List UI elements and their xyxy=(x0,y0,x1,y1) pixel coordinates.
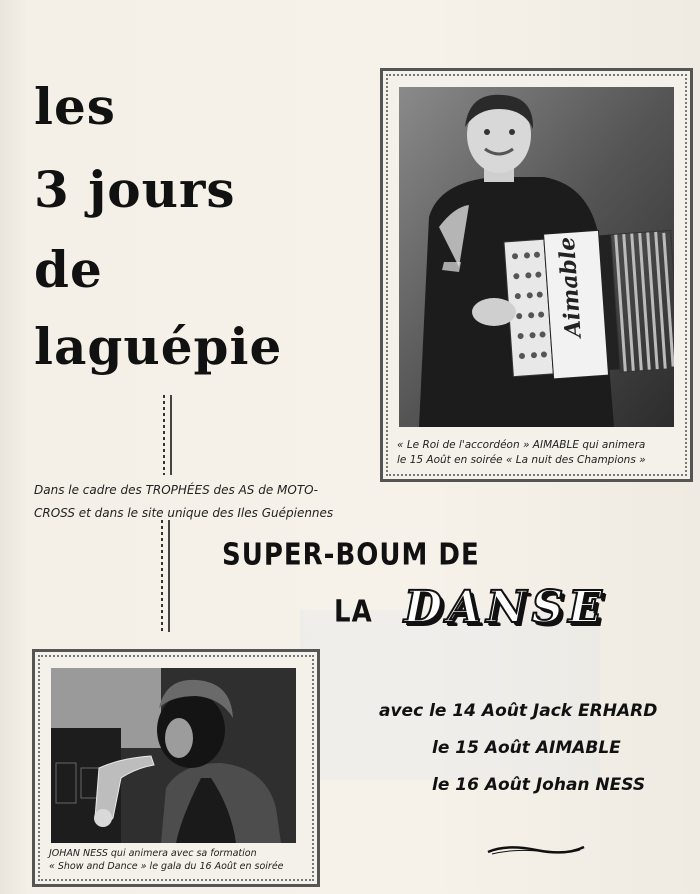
vertical-rule-mid-b xyxy=(168,520,170,632)
intro-line-1: Dans le cadre des TROPHÉES des AS de MOTO- xyxy=(34,483,318,497)
ness-caption-line-1: JOHAN NESS qui animera avec sa formation xyxy=(49,848,257,859)
title-line-4: laguépie xyxy=(34,317,283,376)
aimable-photo-frame xyxy=(380,68,693,482)
accordion-brand: Aimable xyxy=(553,235,587,339)
headline-la: LA xyxy=(334,595,373,630)
aimable-photo xyxy=(399,87,674,427)
aimable-caption-line-1: « Le Roi de l'accordéon » AIMABLE qui animera xyxy=(397,439,646,451)
title-line-1: les xyxy=(34,77,116,136)
decorative-flourish xyxy=(486,842,586,858)
title-line-3: de xyxy=(34,240,103,299)
aimable-caption-line-2: le 15 Août en soirée « La nuit des Champions » xyxy=(397,454,646,466)
vertical-rule-left xyxy=(163,395,165,475)
schedule-line-1: avec le 14 Août Jack ERHARD xyxy=(379,701,658,721)
schedule-line-3: le 16 Août Johan NESS xyxy=(432,775,646,795)
vertical-rule-mid xyxy=(161,520,163,632)
ness-photo xyxy=(51,668,296,843)
headline-danse: DANSE xyxy=(404,582,607,633)
ness-photo-frame xyxy=(32,649,320,887)
schedule-line-2: le 15 Août AIMABLE xyxy=(432,738,621,758)
accordionist-illustration xyxy=(399,87,674,427)
headline-super-boum: SUPER-BOUM DE xyxy=(222,538,480,573)
title-line-2: 3 jours xyxy=(34,160,236,219)
ness-caption-line-2: « Show and Dance » le gala du 16 Août en soirée xyxy=(49,861,284,872)
saxophonist-illustration xyxy=(51,668,296,843)
vertical-rule-left-b xyxy=(170,395,172,475)
intro-line-2: CROSS et dans le site unique des Iles Guépiennes xyxy=(34,506,334,520)
